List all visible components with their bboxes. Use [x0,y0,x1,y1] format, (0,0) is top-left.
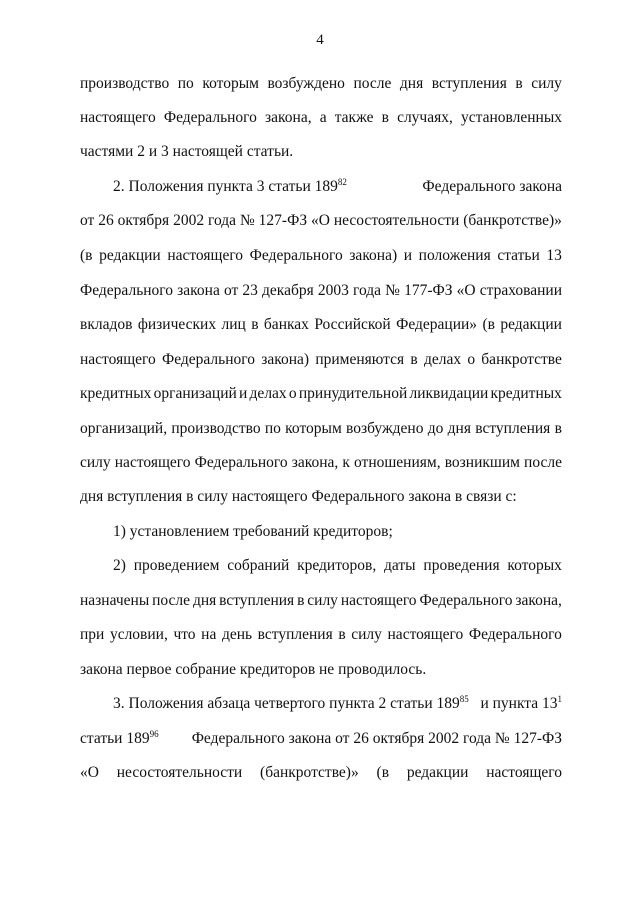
text-line: «О несостоятельности (банкротстве)» (в редакции настоящего [80,764,562,781]
text-line: настоящего Федерального закона) применяются в делах о банкротстве [80,351,562,368]
text-line: кредитных организаций и делах о принудительной ликвидации кредитных [80,385,562,402]
text-line: организаций, производство по которым возбуждено до дня вступления в [80,420,562,437]
text-line: настоящего Федерального закона, а также в случаях, установленных [80,109,562,126]
superscript: 96 [149,728,159,739]
text-fragment [80,729,159,749]
text-fragment [113,694,469,714]
text-fragment: Федерального закона [422,178,562,195]
text-fragment [480,694,562,714]
paragraph-2-first-line [113,177,562,197]
text-line: частями 2 и 3 настоящей статьи. [80,143,294,160]
superscript: 82 [337,176,347,187]
superscript: 1 [557,693,562,704]
paragraph-3-first-line [113,694,562,714]
text-run: 3. Положения абзаца четвертого пункта 2 статьи 189 [113,695,460,712]
text-fragment: Федерального закона от 26 октября 2002 года № 127-ФЗ [191,730,562,747]
text-line: производство по которым возбуждено после дня вступления в силу [80,75,562,92]
text-line: Федерального закона от 23 декабря 2003 года № 177-ФЗ «О страховании [80,282,562,299]
text-run: статьи 189 [80,730,150,747]
text-run: 2. Положения пункта 3 статьи 189 [113,178,338,195]
list-item-2: 2) проведением собраний кредиторов, даты проведения которых [113,557,562,574]
page-number: 4 [316,32,324,48]
paragraph-3-second-line [80,729,562,749]
text-line: от 26 октября 2002 года № 127-ФЗ «О несостоятельности (банкротстве)» [80,212,562,229]
text-line: закона первое собрание кредиторов не проводилось. [80,661,427,678]
superscript: 85 [459,693,469,704]
text-fragment [113,177,347,197]
text-line: назначены после дня вступления в силу настоящего Федерального закона, [80,592,562,609]
text-line: (в редакции настоящего Федерального закона) и положения статьи 13 [80,247,562,264]
text-line: силу настоящего Федерального закона, к отношениям, возникшим после [80,454,562,471]
text-line: при условии, что на день вступления в силу настоящего Федерального [80,626,562,643]
text-run: и пункта 13 [480,695,558,712]
list-item-1: 1) установлением требований кредиторов; [113,523,393,540]
text-line: дня вступления в силу настоящего Федерального закона в связи с: [80,488,517,505]
text-line: вкладов физических лиц в банках Российской Федерации» (в редакции [80,316,562,333]
